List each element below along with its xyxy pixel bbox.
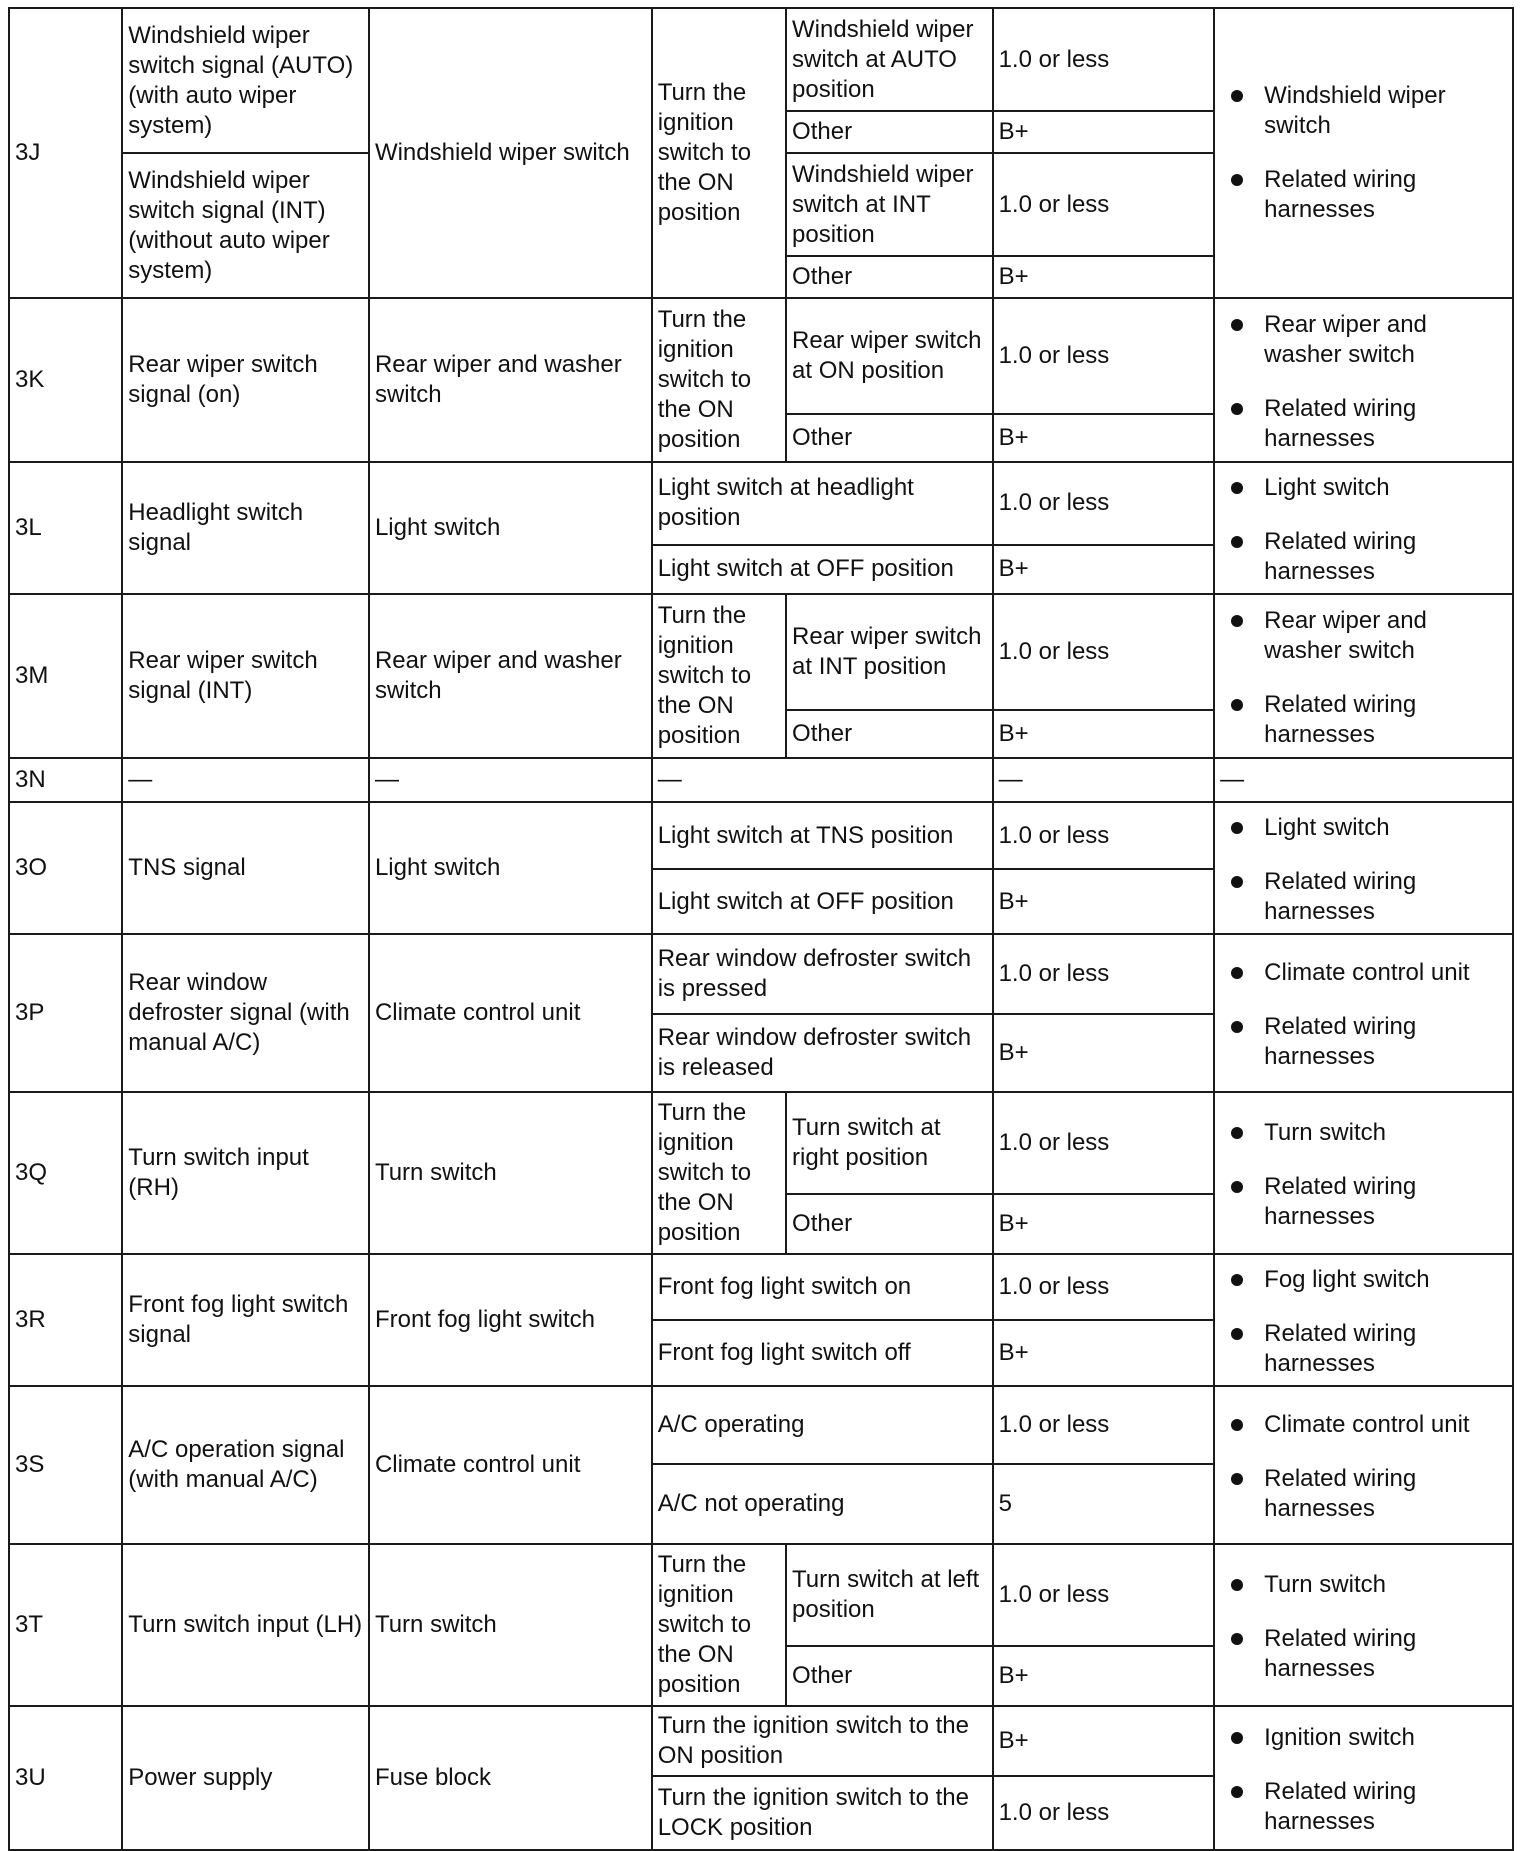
- condition-cell: Light switch at OFF position: [652, 545, 993, 595]
- measurement-condition-cell: Turn the ignition switch to the ON position: [652, 1092, 786, 1254]
- inspection-item: Ignition switch: [1264, 1723, 1507, 1753]
- connected-to-cell: Fuse block: [369, 1706, 652, 1850]
- signal-cell: Rear window defroster signal (with manual A/C): [122, 934, 369, 1092]
- signal-cell: Rear wiper switch signal (INT): [122, 594, 369, 758]
- measurement-condition-cell: Turn the ignition switch to the ON position: [652, 8, 786, 298]
- bullet-icon: [1231, 403, 1243, 415]
- condition-cell: Rear window defroster switch is pressed: [652, 934, 993, 1014]
- terminal-cell: 3N: [9, 758, 122, 802]
- condition-cell: Other: [786, 414, 993, 462]
- inspection-cell: [1214, 802, 1513, 934]
- bullet-icon: [1231, 174, 1243, 186]
- bullet-icon: [1231, 1579, 1243, 1591]
- voltage-cell: 1.0 or less: [993, 8, 1215, 111]
- voltage-cell: 1.0 or less: [993, 1544, 1215, 1646]
- voltage-cell: 1.0 or less: [993, 1092, 1215, 1194]
- table-row: [9, 1254, 1513, 1320]
- connected-to-cell: Rear wiper and washer switch: [369, 298, 652, 462]
- inspection-item: Light switch: [1264, 813, 1507, 843]
- connected-to-cell: Windshield wiper switch: [369, 8, 652, 298]
- bullet-icon: [1231, 615, 1243, 627]
- voltage-cell: 5: [993, 1464, 1215, 1544]
- measurement-condition-cell: Turn the ignition switch to the ON position: [652, 594, 786, 758]
- connected-to-cell: Turn switch: [369, 1544, 652, 1706]
- condition-cell: Other: [786, 111, 993, 153]
- bullet-icon: [1231, 1633, 1243, 1645]
- inspection-item: Climate control unit: [1264, 1410, 1507, 1440]
- inspection-item: Rear wiper and washer switch: [1264, 606, 1507, 666]
- bullet-icon: [1231, 1419, 1243, 1431]
- voltage-cell: 1.0 or less: [993, 153, 1215, 256]
- bullet-icon: [1231, 699, 1243, 711]
- condition-cell: Rear wiper switch at ON position: [786, 298, 993, 414]
- bullet-icon: [1231, 822, 1243, 834]
- terminal-cell: 3U: [9, 1706, 122, 1850]
- condition-cell: A/C operating: [652, 1386, 993, 1464]
- inspection-item: Climate control unit: [1264, 958, 1507, 988]
- table-row: [9, 1092, 1513, 1194]
- measurement-condition-cell: Turn the ignition switch to the ON position: [652, 298, 786, 462]
- bullet-icon: [1231, 1274, 1243, 1286]
- connected-to-cell: Rear wiper and washer switch: [369, 594, 652, 758]
- signal-cell: Headlight switch signal: [122, 462, 369, 594]
- bullet-icon: [1231, 1021, 1243, 1033]
- condition-cell: Other: [786, 1646, 993, 1706]
- condition-cell: Rear wiper switch at INT position: [786, 594, 993, 710]
- table-row: [9, 1386, 1513, 1464]
- voltage-cell: B+: [993, 869, 1215, 934]
- signal-cell: Windshield wiper switch signal (INT) (without auto wiper system): [122, 153, 369, 298]
- table-row: [9, 594, 1513, 710]
- voltage-cell: B+: [993, 545, 1215, 595]
- connected-to-cell: Climate control unit: [369, 1386, 652, 1544]
- table-row: [9, 298, 1513, 414]
- inspection-cell: [1214, 934, 1513, 1092]
- signal-cell: Windshield wiper switch signal (AUTO) (with auto wiper system): [122, 8, 369, 153]
- voltage-cell: B+: [993, 256, 1215, 298]
- condition-cell: Light switch at headlight position: [652, 462, 993, 545]
- inspection-item: Related wiring harnesses: [1264, 1172, 1507, 1232]
- voltage-cell: —: [993, 758, 1215, 802]
- inspection-item: Turn switch: [1264, 1118, 1507, 1148]
- voltage-cell: B+: [993, 111, 1215, 153]
- voltage-cell: B+: [993, 1646, 1215, 1706]
- condition-cell: Windshield wiper switch at AUTO position: [786, 8, 993, 111]
- condition-cell: Other: [786, 1194, 993, 1254]
- bullet-icon: [1231, 1732, 1243, 1744]
- inspection-item: Related wiring harnesses: [1264, 1319, 1507, 1379]
- terminal-voltage-table: [8, 7, 1514, 1851]
- table-row: [9, 1544, 1513, 1646]
- connected-to-cell: Climate control unit: [369, 934, 652, 1092]
- bullet-icon: [1231, 1786, 1243, 1798]
- condition-cell: Light switch at TNS position: [652, 802, 993, 869]
- inspection-item: Fog light switch: [1264, 1265, 1507, 1295]
- connected-to-cell: —: [369, 758, 652, 802]
- condition-cell: Turn the ignition switch to the LOCK position: [652, 1776, 993, 1850]
- condition-cell: Turn switch at right position: [786, 1092, 993, 1194]
- inspection-cell: [1214, 8, 1513, 298]
- bullet-icon: [1231, 1127, 1243, 1139]
- measurement-condition-cell: Turn the ignition switch to the ON position: [652, 1544, 786, 1706]
- inspection-item: Related wiring harnesses: [1264, 1624, 1507, 1684]
- signal-cell: —: [122, 758, 369, 802]
- terminal-cell: 3S: [9, 1386, 122, 1544]
- connected-to-cell: Light switch: [369, 462, 652, 594]
- inspection-item: Related wiring harnesses: [1264, 1464, 1507, 1524]
- terminal-cell: 3T: [9, 1544, 122, 1706]
- inspection-item: Related wiring harnesses: [1264, 527, 1507, 587]
- connected-to-cell: Light switch: [369, 802, 652, 934]
- signal-cell: TNS signal: [122, 802, 369, 934]
- inspection-item: Rear wiper and washer switch: [1264, 310, 1507, 370]
- signal-cell: Front fog light switch signal: [122, 1254, 369, 1386]
- condition-cell: Front fog light switch off: [652, 1320, 993, 1386]
- bullet-icon: [1231, 536, 1243, 548]
- table-row: [9, 758, 1513, 802]
- inspection-cell: [1214, 1254, 1513, 1386]
- inspection-item: Related wiring harnesses: [1264, 165, 1507, 225]
- signal-cell: Turn switch input (RH): [122, 1092, 369, 1254]
- condition-cell: Other: [786, 256, 993, 298]
- table-row: [9, 1706, 1513, 1776]
- voltage-cell: 1.0 or less: [993, 1776, 1215, 1850]
- table-row: [9, 802, 1513, 869]
- bullet-icon: [1231, 967, 1243, 979]
- condition-cell: A/C not operating: [652, 1464, 993, 1544]
- voltage-cell: 1.0 or less: [993, 1386, 1215, 1464]
- inspection-item: Related wiring harnesses: [1264, 394, 1507, 454]
- condition-cell: Other: [786, 710, 993, 758]
- table-row: [9, 8, 1513, 111]
- terminal-cell: 3Q: [9, 1092, 122, 1254]
- table-row: [9, 934, 1513, 1014]
- voltage-cell: B+: [993, 710, 1215, 758]
- voltage-cell: 1.0 or less: [993, 462, 1215, 545]
- terminal-cell: 3J: [9, 8, 122, 298]
- condition-cell: Windshield wiper switch at INT position: [786, 153, 993, 256]
- terminal-cell: 3L: [9, 462, 122, 594]
- terminal-cell: 3O: [9, 802, 122, 934]
- condition-cell: Light switch at OFF position: [652, 869, 993, 934]
- voltage-cell: 1.0 or less: [993, 594, 1215, 710]
- inspection-item: Light switch: [1264, 473, 1507, 503]
- voltage-cell: 1.0 or less: [993, 802, 1215, 869]
- connected-to-cell: Turn switch: [369, 1092, 652, 1254]
- voltage-cell: B+: [993, 1706, 1215, 1776]
- inspection-item: Related wiring harnesses: [1264, 690, 1507, 750]
- table-row: [9, 462, 1513, 545]
- inspection-item: Related wiring harnesses: [1264, 1777, 1507, 1837]
- bullet-icon: [1231, 482, 1243, 494]
- inspection-cell: [1214, 1544, 1513, 1706]
- condition-cell: Turn the ignition switch to the ON position: [652, 1706, 993, 1776]
- voltage-cell: 1.0 or less: [993, 934, 1215, 1014]
- bullet-icon: [1231, 1473, 1243, 1485]
- connected-to-cell: Front fog light switch: [369, 1254, 652, 1386]
- signal-cell: Turn switch input (LH): [122, 1544, 369, 1706]
- terminal-cell: 3R: [9, 1254, 122, 1386]
- bullet-icon: [1231, 1328, 1243, 1340]
- inspection-cell: [1214, 594, 1513, 758]
- condition-cell: Rear window defroster switch is released: [652, 1014, 993, 1092]
- bullet-icon: [1231, 1181, 1243, 1193]
- bullet-icon: [1231, 876, 1243, 888]
- inspection-cell: [1214, 1092, 1513, 1254]
- inspection-cell: [1214, 1706, 1513, 1850]
- bullet-icon: [1231, 319, 1243, 331]
- voltage-cell: B+: [993, 1320, 1215, 1386]
- voltage-cell: 1.0 or less: [993, 1254, 1215, 1320]
- condition-cell: —: [652, 758, 993, 802]
- bullet-icon: [1231, 90, 1243, 102]
- voltage-cell: B+: [993, 1014, 1215, 1092]
- inspection-cell: [1214, 462, 1513, 594]
- inspection-item: Turn switch: [1264, 1570, 1507, 1600]
- voltage-cell: B+: [993, 1194, 1215, 1254]
- condition-cell: Turn switch at left position: [786, 1544, 993, 1646]
- signal-cell: Power supply: [122, 1706, 369, 1850]
- voltage-cell: 1.0 or less: [993, 298, 1215, 414]
- inspection-item: Windshield wiper switch: [1264, 81, 1507, 141]
- voltage-cell: B+: [993, 414, 1215, 462]
- inspection-item: Related wiring harnesses: [1264, 1012, 1507, 1072]
- inspection-cell: [1214, 298, 1513, 462]
- terminal-cell: 3P: [9, 934, 122, 1092]
- inspection-cell: —: [1214, 758, 1513, 802]
- inspection-cell: [1214, 1386, 1513, 1544]
- terminal-cell: 3K: [9, 298, 122, 462]
- inspection-item: Related wiring harnesses: [1264, 867, 1507, 927]
- terminal-cell: 3M: [9, 594, 122, 758]
- signal-cell: A/C operation signal (with manual A/C): [122, 1386, 369, 1544]
- condition-cell: Front fog light switch on: [652, 1254, 993, 1320]
- signal-cell: Rear wiper switch signal (on): [122, 298, 369, 462]
